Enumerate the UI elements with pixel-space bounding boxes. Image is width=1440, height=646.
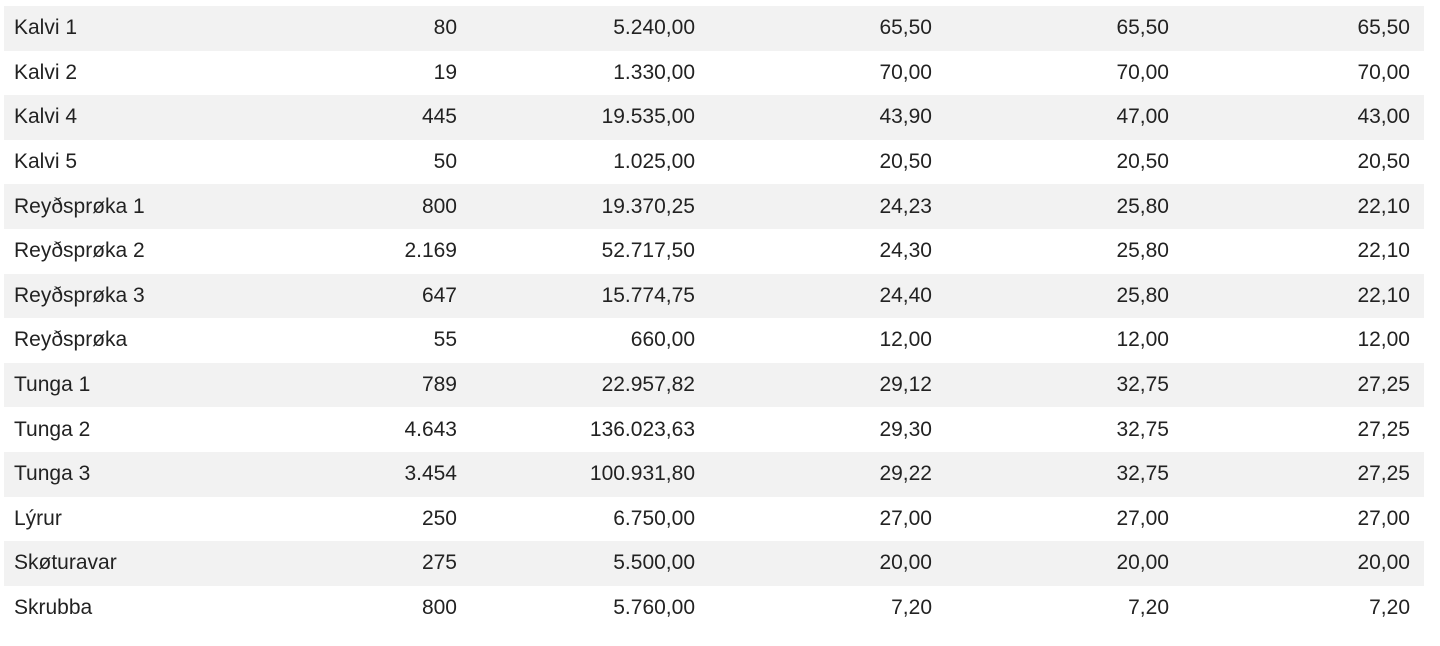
amount-cell: 5.500,00 (613, 551, 695, 575)
max-price-cell: 20,00 (1116, 551, 1169, 575)
amount-cell: 1.330,00 (613, 60, 695, 84)
species-name-cell: Tunga 1 (14, 373, 91, 397)
min-price-cell: 22,10 (1357, 283, 1410, 307)
quantity-cell: 800 (421, 194, 457, 218)
species-name-cell: Reyðsprøka 1 (14, 194, 145, 218)
table-row (4, 363, 1424, 408)
species-name-cell: Skøturavar (14, 551, 117, 575)
species-name-cell: Tunga 2 (14, 417, 91, 441)
average-price-cell: 29,22 (879, 462, 932, 486)
max-price-cell: 70,00 (1116, 60, 1169, 84)
quantity-cell: 3.454 (404, 462, 457, 486)
min-price-cell: 20,50 (1357, 150, 1410, 174)
table-row (4, 452, 1424, 497)
max-price-cell: 25,80 (1116, 283, 1169, 307)
quantity-cell: 2.169 (404, 239, 457, 263)
average-price-cell: 29,12 (879, 373, 932, 397)
species-name-cell: Reyðsprøka 3 (14, 283, 145, 307)
max-price-cell: 12,00 (1116, 328, 1169, 352)
min-price-cell: 70,00 (1357, 60, 1410, 84)
table-row (4, 184, 1424, 229)
quantity-cell: 275 (421, 551, 457, 575)
table-row (4, 140, 1424, 185)
table-row (4, 274, 1424, 319)
quantity-cell: 4.643 (404, 417, 457, 441)
table-row (4, 586, 1424, 631)
min-price-cell: 27,25 (1357, 373, 1410, 397)
table-row (4, 51, 1424, 96)
max-price-cell: 7,20 (1128, 596, 1169, 620)
max-price-cell: 25,80 (1116, 194, 1169, 218)
species-name-cell: Reyðsprøka 2 (14, 239, 145, 263)
table-row (4, 318, 1424, 363)
species-name-cell: Reyðsprøka (14, 328, 128, 352)
amount-cell: 22.957,82 (601, 373, 695, 397)
quantity-cell: 55 (433, 328, 457, 352)
amount-cell: 5.240,00 (613, 16, 695, 40)
amount-cell: 660,00 (630, 328, 695, 352)
quantity-cell: 50 (433, 150, 457, 174)
min-price-cell: 43,00 (1357, 105, 1410, 129)
average-price-cell: 7,20 (891, 596, 932, 620)
max-price-cell: 20,50 (1116, 150, 1169, 174)
quantity-cell: 800 (421, 596, 457, 620)
amount-cell: 1.025,00 (613, 150, 695, 174)
quantity-cell: 250 (421, 506, 457, 530)
species-name-cell: Lýrur (14, 506, 62, 530)
average-price-cell: 65,50 (879, 16, 932, 40)
max-price-cell: 47,00 (1116, 105, 1169, 129)
average-price-cell: 27,00 (879, 506, 932, 530)
amount-cell: 19.535,00 (601, 105, 695, 129)
amount-cell: 15.774,75 (601, 283, 695, 307)
species-name-cell: Kalvi 5 (14, 150, 78, 174)
min-price-cell: 20,00 (1357, 551, 1410, 575)
price-table-container (4, 6, 1424, 630)
amount-cell: 5.760,00 (613, 596, 695, 620)
price-table (4, 6, 1424, 630)
amount-cell: 100.931,80 (589, 462, 695, 486)
table-row (4, 541, 1424, 586)
amount-cell: 136.023,63 (589, 417, 695, 441)
quantity-cell: 80 (433, 16, 457, 40)
max-price-cell: 65,50 (1116, 16, 1169, 40)
amount-cell: 19.370,25 (601, 194, 695, 218)
amount-cell: 6.750,00 (613, 506, 695, 530)
average-price-cell: 12,00 (879, 328, 932, 352)
amount-cell: 52.717,50 (601, 239, 695, 263)
quantity-cell: 19 (433, 60, 457, 84)
species-name-cell: Kalvi 4 (14, 105, 78, 129)
average-price-cell: 24,40 (879, 283, 932, 307)
min-price-cell: 22,10 (1357, 239, 1410, 263)
average-price-cell: 20,00 (879, 551, 932, 575)
average-price-cell: 24,30 (879, 239, 932, 263)
min-price-cell: 27,25 (1357, 462, 1410, 486)
max-price-cell: 32,75 (1116, 373, 1169, 397)
average-price-cell: 43,90 (879, 105, 932, 129)
max-price-cell: 32,75 (1116, 462, 1169, 486)
max-price-cell: 25,80 (1116, 239, 1169, 263)
max-price-cell: 32,75 (1116, 417, 1169, 441)
average-price-cell: 29,30 (879, 417, 932, 441)
max-price-cell: 27,00 (1116, 506, 1169, 530)
species-name-cell: Skrubba (14, 596, 93, 620)
table-row (4, 95, 1424, 140)
min-price-cell: 7,20 (1369, 596, 1410, 620)
min-price-cell: 65,50 (1357, 16, 1410, 40)
table-row (4, 407, 1424, 452)
min-price-cell: 27,00 (1357, 506, 1410, 530)
table-row (4, 6, 1424, 51)
species-name-cell: Kalvi 2 (14, 60, 78, 84)
min-price-cell: 12,00 (1357, 328, 1410, 352)
average-price-cell: 24,23 (879, 194, 932, 218)
average-price-cell: 70,00 (879, 60, 932, 84)
quantity-cell: 647 (421, 283, 457, 307)
quantity-cell: 789 (421, 373, 457, 397)
price-table-body (4, 6, 1424, 630)
table-row (4, 497, 1424, 542)
species-name-cell: Tunga 3 (14, 462, 91, 486)
min-price-cell: 27,25 (1357, 417, 1410, 441)
average-price-cell: 20,50 (879, 150, 932, 174)
table-row (4, 229, 1424, 274)
species-name-cell: Kalvi 1 (14, 16, 78, 40)
quantity-cell: 445 (421, 105, 457, 129)
min-price-cell: 22,10 (1357, 194, 1410, 218)
